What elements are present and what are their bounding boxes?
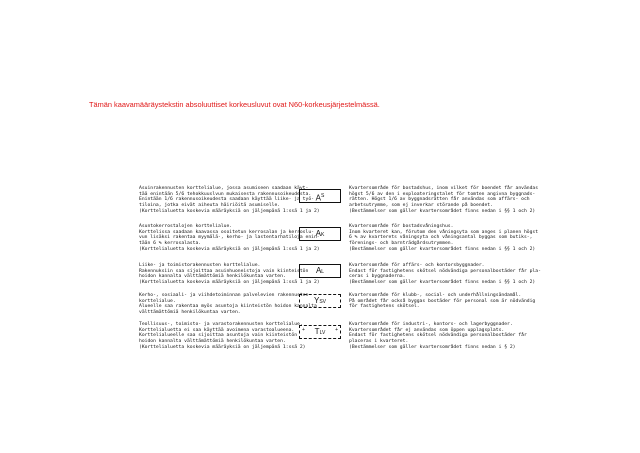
swedish-text: Kvartersområde för industri-, kontors- och lagerbyggnader. Kvartersområdet får ej användas som öppen upplagsplats. Endast för fastighetens skötsel nödvändiga personalbostäder får placeras i kvarteret. (Bestämmelser som gäller kvartersområdet finns nedan i § 2) — [349, 322, 527, 350]
swedish-text: Kvartersområde för bostadshus, inom vilket för boendet får användas högst 5/6 av den i exploateringstalet för tomten angivna byggnads- rätten. Högst 1/6 av byggnadsrätten får användas som affärs- och arbetsutrymme, som ej inverkar störande på boendet. (Bestämmelser som gäller kvartersområdet finns nedan i §§ 1 och 2) — [349, 186, 539, 214]
swedish-text: Kvartersområde för bostadsvåningshus. Inom kvarteret kan, förutom den våningsyta som anges i planen högst 6 % av kvarterets våningsyta och våningsantal byggas som butiks-, förenings- och barnträdgårdsutrymmen. (Bestämmelser som gäller kvartersområdet finns nedan i §§ 1 och 2) — [349, 224, 539, 252]
symbol-main: A — [315, 193, 321, 203]
zone-symbol-ysv — [299, 294, 341, 308]
symbol-sub: SV — [319, 299, 326, 305]
symbol-sup: S — [321, 193, 325, 199]
boundary-tick-icon: + — [302, 327, 305, 333]
boundary-tick-icon: + — [335, 327, 338, 333]
swedish-text: Kvartersområde för klubb-, social- och underhållningsändamål. På området får också byggas bostäder för personal som är nödvändig för fastighetens skötsel. — [349, 293, 536, 310]
finnish-text: Asuntokerrostalojen korttelialue. Korttelissa saadaan kaavassa osoitetun kerrosalan ja kerroslu- vun lisäksi rakentaa myymälä-, kerho- ja lastentarhatiloja enin- tään 6 % kerrosalasta. (Korttelialuetta koskevia määräyksiä on jäljempänä 1:ssä 1 ja 2) — [139, 224, 320, 252]
finnish-text: Teollisuus-, toimisto- ja varastorakennusten korttelialue. Korttelialuetta ei saa käyttää avoimena varastoalueena. Korttelialueelle saa sijoittaa asuntoja vain kiinteistön hoidon kannalta välttämättömiä henkilökuntaa varten. (Korttelialuetta koskevia määräyksiä on jäljempänä 1:ssä 2) — [139, 322, 306, 350]
zone-symbol-al — [299, 264, 341, 278]
zone-symbol-as — [299, 189, 341, 203]
finnish-text: Kerho-, sosiaali- ja viihdetoiminnan palvelevien rakennusten korttelialue. Alueelle saa rakentaa myös asuntoja kiinteistön hoidon kannalta välttämättömiä henkilökuntaa varten. — [139, 293, 317, 316]
symbol-sub: K — [321, 232, 325, 238]
finnish-text: Asuinrakennusten korttelialue, jossa asumiseen saadaan käyt- tää enintään 5/6 tehokkuuslvun mukaisesta rakennusoikeudesta. Enintään 1/6 rakennusoikeudesta saadaan käyttää liike- ja työ- tiloina, jotka eivät aiheuta häiriöitä asumiselle. (Korttelialuetta koskevia määräyksiä on jäljempänä 1:ssä 1 ja 2) — [139, 186, 320, 214]
zone-symbol-tlv — [299, 325, 341, 339]
zone-symbol-ak — [299, 227, 341, 241]
finnish-text: Liike- ja toimistorakennusten korttelialue. Rakennuksiin saa sijoittaa asuinhuoneistoja vain kiinteistön hoidon kannalta välttämättömiä henkilökuntaa varten. (Korttelialuetta koskevia määräyksiä on jäljempänä 1:ssä 1 ja 2) — [139, 263, 320, 286]
height-system-notice: Tämän kaavamääräystekstin absoluuttiset korkeusluvut ovat N60-korkeusjärjestelmässä. — [89, 100, 380, 109]
symbol-main: A — [315, 266, 322, 275]
symbol-main: A — [315, 229, 321, 238]
symbol-sub: LV — [319, 330, 326, 336]
swedish-text: Kvartersområde för affärs- och kontorsbyggnader. Endast för fastighetens skötsel nödvändiga personalbostäder får pla- ceras i byggnaderna. (Bestämmelser som gäller kvartersområdet finns nedan i §§ 1 och 2) — [349, 263, 541, 286]
symbol-sub: L — [321, 269, 325, 275]
symbol-main: T — [314, 327, 320, 336]
symbol-main: Y — [313, 296, 320, 305]
